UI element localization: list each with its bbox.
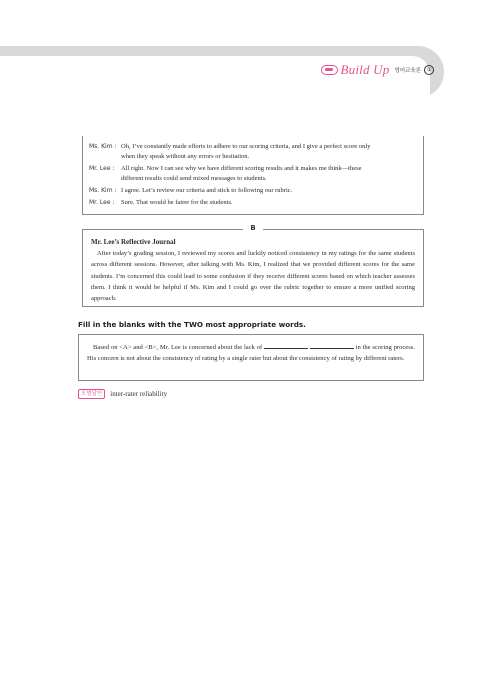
speech-text: different results could send mixed messages to students. <box>121 175 267 182</box>
answer-blank-1[interactable] <box>264 342 308 349</box>
answer-text-start: Based on <A> and <B>, Mr. Lee is concerned about the lack of <box>93 344 263 351</box>
question-instruction: Fill in the blanks with the TWO most appropriate words. <box>78 320 306 329</box>
speech-text: when they speak without any errors or hesitation. <box>121 153 250 160</box>
model-answer-text: inter-rater reliability <box>110 390 168 398</box>
journal-title: Mr. Lee’s Reflective Journal <box>91 238 176 246</box>
answer-blank-2[interactable] <box>310 342 354 349</box>
speech-text: All right. Now I can see why we have different scoring results and it makes me think—these <box>121 165 362 172</box>
brand-logo-icon <box>321 65 338 75</box>
chapter-number: ① <box>424 65 434 75</box>
brand-title: Build Up <box>340 62 390 77</box>
answer-box <box>78 334 424 381</box>
answer-text <box>87 342 415 364</box>
speaker-label: Mr. Lee : <box>89 199 115 206</box>
model-answer-badge: 모범답안 <box>78 389 105 399</box>
speech-text: I agree. Let’s review our criteria and stick to following our rubric. <box>121 187 293 194</box>
answer-text-end: scoring process. His concern is not about the consistency of rating by a single rater but about the consistency of rating by different raters. <box>87 344 416 362</box>
speaker-label: Mr. Lee : <box>89 165 115 172</box>
dialogue-box <box>82 136 424 215</box>
speaker-label: Ms. Kim : <box>89 143 117 150</box>
speaker-label: Ms. Kim : <box>89 187 117 194</box>
speech-text: Sure. That would be fairer for the students. <box>121 199 233 206</box>
journal-box <box>82 224 424 307</box>
section-label-b: B <box>243 224 263 232</box>
answer-text-middle: in the <box>355 344 371 351</box>
brand-subtitle: 영어교육론 <box>394 68 421 74</box>
model-answer-row <box>78 389 167 399</box>
header-brand <box>321 62 434 78</box>
speech-text: Oh, I’ve constantly made efforts to adhere to our scoring criteria, and I give a perfect score only <box>121 143 371 150</box>
journal-body: After today’s grading session, I reviewed my scores and luckily noticed consistency in my ratings for the same students across different sessions. However, after talking with Ms. Kim, I realized that we provided different scores for the same students. I’m concerned this could lead to some confusion if they receive different scores based on which teacher assesses them. I think it would be helpful if Ms. Kim and I could go over the rubric together to ensure a more unified scoring approach. <box>91 250 415 303</box>
